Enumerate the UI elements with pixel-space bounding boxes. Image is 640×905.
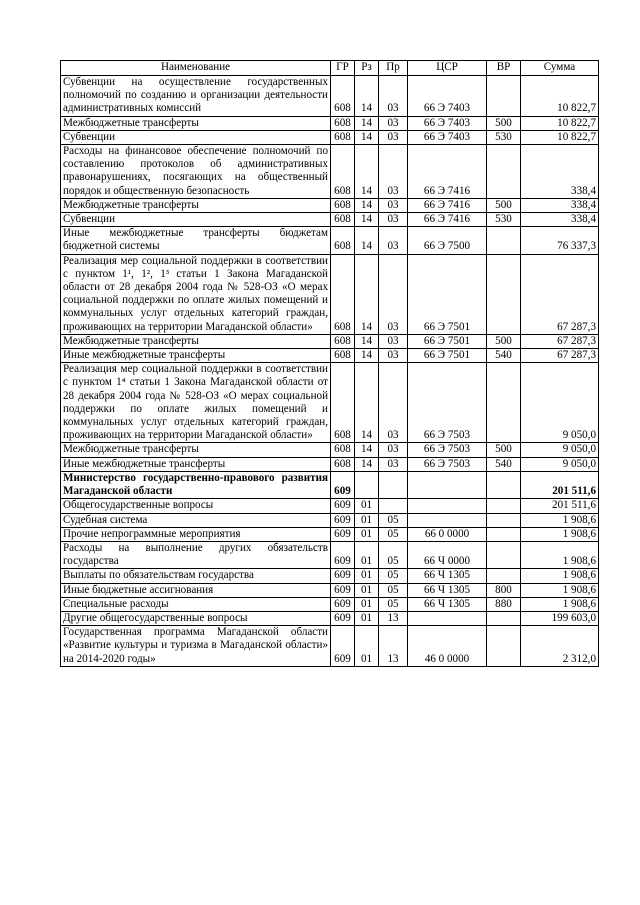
row-name: Субвенции: [61, 130, 331, 144]
header-rz: Рз: [355, 61, 379, 76]
row-name: Судебная система: [61, 513, 331, 527]
row-pr: [379, 471, 408, 498]
row-pr: 03: [379, 363, 408, 443]
row-csr: 66 Э 7416: [408, 213, 487, 227]
table-row: [61, 541, 599, 568]
row-pr: 03: [379, 457, 408, 471]
row-csr: [408, 513, 487, 527]
row-name: Специальные расходы: [61, 597, 331, 611]
row-rz: 14: [355, 443, 379, 457]
row-gr: 608: [331, 334, 355, 348]
row-pr: 03: [379, 145, 408, 199]
table-row: [61, 76, 599, 117]
row-sum: 338,4: [521, 145, 599, 199]
row-name: Другие общегосударственные вопросы: [61, 611, 331, 625]
row-pr: 05: [379, 583, 408, 597]
row-vr: [487, 76, 521, 117]
row-name: Межбюджетные трансферты: [61, 334, 331, 348]
row-gr: 608: [331, 227, 355, 254]
row-name: Межбюджетные трансферты: [61, 198, 331, 212]
row-vr: [487, 145, 521, 199]
table-row: [61, 457, 599, 471]
row-gr: 608: [331, 116, 355, 130]
row-vr: [487, 499, 521, 513]
row-csr: 66 Ч 1305: [408, 583, 487, 597]
row-gr: 608: [331, 76, 355, 117]
row-sum: 10 822,7: [521, 116, 599, 130]
row-rz: 01: [355, 611, 379, 625]
header-gr: ГР: [331, 61, 355, 76]
row-pr: [379, 499, 408, 513]
row-gr: 609: [331, 626, 355, 667]
header-vr: ВР: [487, 61, 521, 76]
row-name: Государственная программа Магаданской области «Развитие культуры и туризма в Магаданской области» на 2014-2020 годы»: [61, 626, 331, 667]
row-sum: 9 050,0: [521, 457, 599, 471]
row-vr: 500: [487, 198, 521, 212]
row-csr: 66 Э 7403: [408, 76, 487, 117]
budget-table: [60, 60, 599, 667]
row-rz: 01: [355, 499, 379, 513]
row-csr: 66 Э 7503: [408, 363, 487, 443]
row-pr: 03: [379, 116, 408, 130]
row-csr: 66 Э 7416: [408, 198, 487, 212]
row-sum: 9 050,0: [521, 363, 599, 443]
table-row: [61, 626, 599, 667]
row-sum: 76 337,3: [521, 227, 599, 254]
row-csr: 46 0 0000: [408, 626, 487, 667]
row-sum: 201 511,6: [521, 499, 599, 513]
row-csr: 66 Э 7503: [408, 443, 487, 457]
row-pr: 03: [379, 130, 408, 144]
row-sum: 1 908,6: [521, 527, 599, 541]
row-csr: 66 Э 7501: [408, 349, 487, 363]
table-row: [61, 130, 599, 144]
row-sum: 10 822,7: [521, 130, 599, 144]
row-pr: 05: [379, 541, 408, 568]
row-name: Прочие непрограммные мероприятия: [61, 527, 331, 541]
row-gr: 608: [331, 213, 355, 227]
table-header-row: [61, 61, 599, 76]
row-sum: 1 908,6: [521, 541, 599, 568]
row-name: Межбюджетные трансферты: [61, 443, 331, 457]
row-rz: 14: [355, 349, 379, 363]
row-csr: [408, 471, 487, 498]
row-csr: 66 Э 7403: [408, 116, 487, 130]
table-body: [61, 76, 599, 667]
row-gr: 608: [331, 443, 355, 457]
row-sum: 1 908,6: [521, 597, 599, 611]
row-pr: 13: [379, 626, 408, 667]
row-vr: [487, 513, 521, 527]
row-pr: 05: [379, 513, 408, 527]
row-sum: 338,4: [521, 198, 599, 212]
row-rz: 14: [355, 145, 379, 199]
row-rz: 01: [355, 513, 379, 527]
row-vr: 540: [487, 457, 521, 471]
row-csr: 66 Ч 1305: [408, 597, 487, 611]
row-rz: 14: [355, 116, 379, 130]
row-gr: 608: [331, 198, 355, 212]
row-sum: 338,4: [521, 213, 599, 227]
row-name: Реализация мер социальной поддержки в соответствии с пунктом 1⁴ статьи 1 Закона Магаданской области от 28 декабря 2004 года № 528-ОЗ «О мерах социальной поддержки по оплате жилых помещений и коммунальных услуг отдельных категорий граждан, проживающих на территории Магаданской области»: [61, 363, 331, 443]
row-name: Общегосударственные вопросы: [61, 499, 331, 513]
row-rz: 01: [355, 597, 379, 611]
table-row: [61, 334, 599, 348]
row-sum: 10 822,7: [521, 76, 599, 117]
row-rz: 14: [355, 130, 379, 144]
row-rz: 14: [355, 227, 379, 254]
table-row: [61, 349, 599, 363]
table-row: [61, 471, 599, 498]
header-pr: Пр: [379, 61, 408, 76]
row-csr: 66 Э 7503: [408, 457, 487, 471]
table-row: [61, 499, 599, 513]
row-pr: 03: [379, 254, 408, 334]
row-name: Иные межбюджетные трансферты: [61, 457, 331, 471]
table-row: [61, 116, 599, 130]
row-gr: 609: [331, 513, 355, 527]
row-pr: 03: [379, 213, 408, 227]
row-rz: 14: [355, 457, 379, 471]
row-csr: [408, 611, 487, 625]
row-rz: 14: [355, 363, 379, 443]
row-vr: [487, 227, 521, 254]
row-gr: 608: [331, 145, 355, 199]
table-row: [61, 443, 599, 457]
row-pr: 05: [379, 569, 408, 583]
row-vr: [487, 363, 521, 443]
row-csr: 66 Э 7501: [408, 334, 487, 348]
header-name: Наименование: [61, 61, 331, 76]
row-gr: 609: [331, 471, 355, 498]
row-gr: 608: [331, 349, 355, 363]
header-csr: ЦСР: [408, 61, 487, 76]
row-sum: 1 908,6: [521, 569, 599, 583]
row-pr: 03: [379, 443, 408, 457]
row-gr: 608: [331, 254, 355, 334]
table-row: [61, 363, 599, 443]
row-name: Расходы на выполнение других обязательств государства: [61, 541, 331, 568]
row-rz: 01: [355, 569, 379, 583]
row-gr: 608: [331, 130, 355, 144]
row-gr: 608: [331, 457, 355, 471]
row-pr: 03: [379, 198, 408, 212]
row-pr: 13: [379, 611, 408, 625]
row-gr: 609: [331, 583, 355, 597]
row-rz: 14: [355, 198, 379, 212]
row-sum: 201 511,6: [521, 471, 599, 498]
row-name: Иные межбюджетные трансферты бюджетам бюджетной системы: [61, 227, 331, 254]
table-row: [61, 597, 599, 611]
row-csr: 66 Ч 1305: [408, 569, 487, 583]
table-row: [61, 583, 599, 597]
table-row: [61, 569, 599, 583]
row-vr: [487, 527, 521, 541]
row-name: Расходы на финансовое обеспечение полномочий по составлению протоколов об административных правонарушениях, посягающих на общественный порядок и общественную безопасность: [61, 145, 331, 199]
row-rz: 14: [355, 254, 379, 334]
row-sum: 9 050,0: [521, 443, 599, 457]
row-sum: 1 908,6: [521, 583, 599, 597]
row-name: Реализация мер социальной поддержки в соответствии с пунктом 1¹, 1², 1³ статьи 1 Закона Магаданской области от 28 декабря 2004 года № 528-ОЗ «О мерах социальной поддержки по оплате жилых помещений и коммунальных услуг отдельных категорий граждан, проживающих на территории Магаданской области»: [61, 254, 331, 334]
row-name: Субвенции на осуществление государственных полномочий по созданию и организации деятельности административных комиссий: [61, 76, 331, 117]
table-row: [61, 513, 599, 527]
row-name: Субвенции: [61, 213, 331, 227]
row-sum: 67 287,3: [521, 254, 599, 334]
row-vr: 500: [487, 443, 521, 457]
table-row: [61, 254, 599, 334]
row-pr: 03: [379, 76, 408, 117]
row-sum: 67 287,3: [521, 334, 599, 348]
row-rz: 01: [355, 527, 379, 541]
row-gr: 609: [331, 541, 355, 568]
row-pr: 05: [379, 597, 408, 611]
row-csr: 66 0 0000: [408, 527, 487, 541]
table-row: [61, 227, 599, 254]
row-gr: 609: [331, 527, 355, 541]
row-pr: 03: [379, 227, 408, 254]
row-gr: 609: [331, 569, 355, 583]
row-sum: 199 603,0: [521, 611, 599, 625]
row-rz: 01: [355, 583, 379, 597]
table-row: [61, 213, 599, 227]
row-vr: 500: [487, 334, 521, 348]
row-csr: [408, 499, 487, 513]
row-gr: 609: [331, 597, 355, 611]
row-vr: 880: [487, 597, 521, 611]
row-vr: [487, 569, 521, 583]
row-vr: 530: [487, 213, 521, 227]
row-vr: 530: [487, 130, 521, 144]
row-sum: 2 312,0: [521, 626, 599, 667]
header-sum: Сумма: [521, 61, 599, 76]
row-name: Иные бюджетные ассигнования: [61, 583, 331, 597]
row-name: Иные межбюджетные трансферты: [61, 349, 331, 363]
table-row: [61, 145, 599, 199]
row-rz: 14: [355, 76, 379, 117]
row-vr: [487, 611, 521, 625]
row-pr: 05: [379, 527, 408, 541]
row-vr: [487, 541, 521, 568]
row-vr: [487, 254, 521, 334]
row-rz: [355, 471, 379, 498]
row-rz: 01: [355, 626, 379, 667]
row-vr: 800: [487, 583, 521, 597]
row-csr: 66 Э 7501: [408, 254, 487, 334]
row-csr: 66 Э 7416: [408, 145, 487, 199]
table-row: [61, 611, 599, 625]
row-sum: 67 287,3: [521, 349, 599, 363]
row-csr: 66 Э 7403: [408, 130, 487, 144]
table-row: [61, 527, 599, 541]
row-name: Министерство государственно-правового развития Магаданской области: [61, 471, 331, 498]
row-sum: 1 908,6: [521, 513, 599, 527]
row-vr: [487, 626, 521, 667]
row-rz: 14: [355, 213, 379, 227]
row-rz: 14: [355, 334, 379, 348]
row-pr: 03: [379, 349, 408, 363]
row-csr: 66 Э 7500: [408, 227, 487, 254]
row-name: Межбюджетные трансферты: [61, 116, 331, 130]
row-gr: 609: [331, 499, 355, 513]
row-vr: 500: [487, 116, 521, 130]
row-vr: 540: [487, 349, 521, 363]
row-gr: 609: [331, 611, 355, 625]
row-vr: [487, 471, 521, 498]
row-csr: 66 Ч 0000: [408, 541, 487, 568]
row-gr: 608: [331, 363, 355, 443]
table-row: [61, 198, 599, 212]
row-name: Выплаты по обязательствам государства: [61, 569, 331, 583]
row-rz: 01: [355, 541, 379, 568]
row-pr: 03: [379, 334, 408, 348]
